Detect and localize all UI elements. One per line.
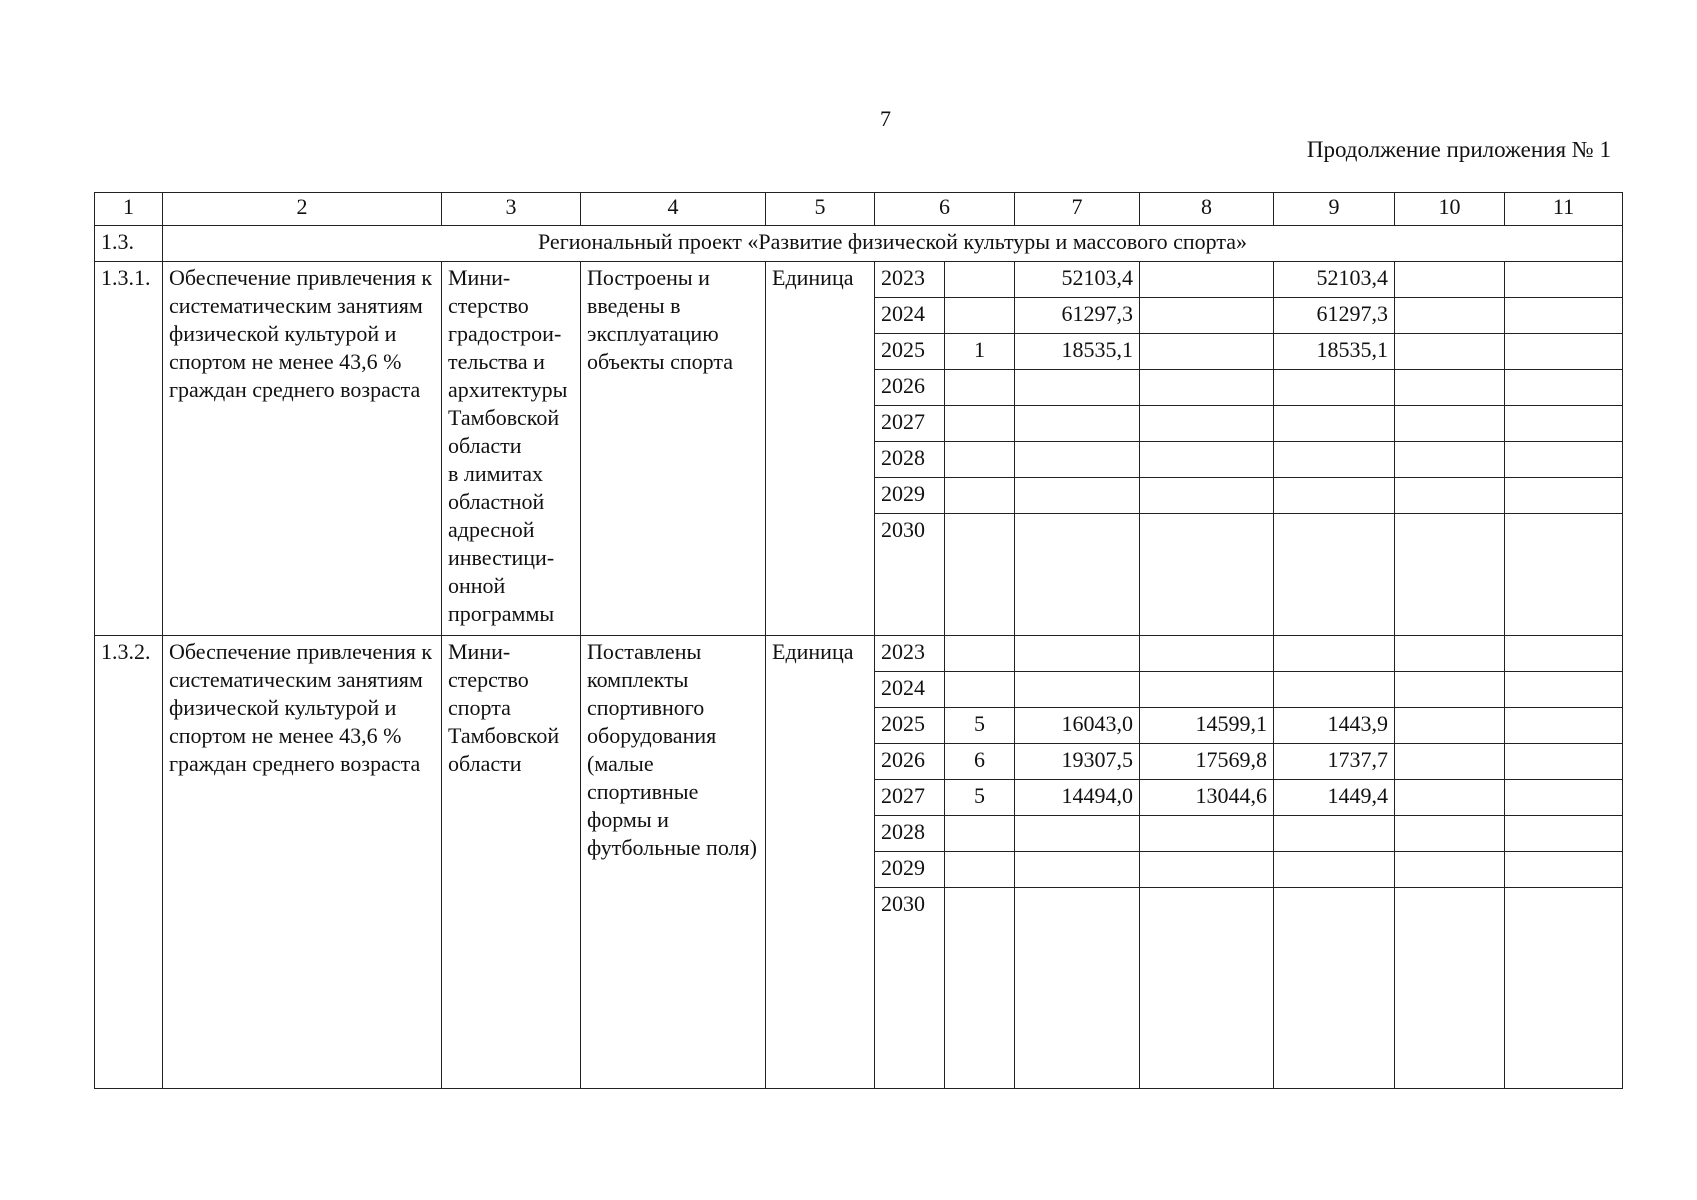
col10-cell — [1395, 672, 1505, 708]
column-header: 7 — [1015, 193, 1140, 226]
year-cell: 2029 — [875, 478, 945, 514]
federal-cell — [1140, 406, 1274, 442]
quantity-cell — [945, 298, 1015, 334]
item-name: Обеспечение привлечения к систематическим занятиям физической культурой и спортом не менее 43,6 % граждан среднего возраста — [163, 636, 442, 1089]
regional-cell — [1274, 478, 1395, 514]
year-cell: 2027 — [875, 406, 945, 442]
appendix-table — [94, 192, 1623, 1089]
col11-cell — [1505, 478, 1623, 514]
total-cell — [1015, 816, 1140, 852]
year-cell: 2027 — [875, 780, 945, 816]
year-row — [95, 262, 1623, 298]
col11-cell — [1505, 370, 1623, 406]
quantity-cell — [945, 478, 1015, 514]
year-cell: 2024 — [875, 298, 945, 334]
col10-cell — [1395, 262, 1505, 298]
col10-cell — [1395, 852, 1505, 888]
federal-cell — [1140, 672, 1274, 708]
year-cell: 2028 — [875, 816, 945, 852]
year-cell: 2025 — [875, 334, 945, 370]
section-number: 1.3. — [95, 226, 163, 262]
column-header: 5 — [766, 193, 875, 226]
section-row — [95, 226, 1623, 262]
col11-cell — [1505, 852, 1623, 888]
year-row — [95, 636, 1623, 672]
year-cell: 2026 — [875, 370, 945, 406]
federal-cell — [1140, 852, 1274, 888]
item-result: Построены и введены в эксплуатацию объекты спорта — [581, 262, 766, 636]
year-cell: 2028 — [875, 442, 945, 478]
col11-cell — [1505, 816, 1623, 852]
quantity-cell: 5 — [945, 780, 1015, 816]
quantity-cell — [945, 816, 1015, 852]
federal-cell — [1140, 334, 1274, 370]
col11-cell — [1505, 262, 1623, 298]
total-cell — [1015, 442, 1140, 478]
item-block-1 — [95, 262, 1623, 636]
item-unit: Единица — [766, 636, 875, 1089]
column-header: 2 — [163, 193, 442, 226]
item-number: 1.3.2. — [95, 636, 163, 1089]
column-header: 4 — [581, 193, 766, 226]
regional-cell — [1274, 888, 1395, 1089]
total-cell: 16043,0 — [1015, 708, 1140, 744]
col11-cell — [1505, 334, 1623, 370]
col11-cell — [1505, 636, 1623, 672]
col10-cell — [1395, 514, 1505, 636]
column-header: 6 — [875, 193, 1015, 226]
year-cell: 2029 — [875, 852, 945, 888]
col11-cell — [1505, 298, 1623, 334]
column-header: 9 — [1274, 193, 1395, 226]
total-cell — [1015, 370, 1140, 406]
column-header: 11 — [1505, 193, 1623, 226]
regional-cell — [1274, 442, 1395, 478]
col10-cell — [1395, 888, 1505, 1089]
total-cell — [1015, 406, 1140, 442]
federal-cell: 17569,8 — [1140, 744, 1274, 780]
regional-cell: 18535,1 — [1274, 334, 1395, 370]
total-cell: 52103,4 — [1015, 262, 1140, 298]
col10-cell — [1395, 298, 1505, 334]
federal-cell — [1140, 888, 1274, 1089]
year-cell: 2030 — [875, 888, 945, 1089]
regional-cell: 52103,4 — [1274, 262, 1395, 298]
col10-cell — [1395, 406, 1505, 442]
total-cell — [1015, 888, 1140, 1089]
year-cell: 2023 — [875, 636, 945, 672]
column-header: 8 — [1140, 193, 1274, 226]
federal-cell — [1140, 262, 1274, 298]
col10-cell — [1395, 816, 1505, 852]
regional-cell: 61297,3 — [1274, 298, 1395, 334]
total-cell — [1015, 514, 1140, 636]
total-cell: 14494,0 — [1015, 780, 1140, 816]
col10-cell — [1395, 442, 1505, 478]
federal-cell — [1140, 514, 1274, 636]
item-number: 1.3.1. — [95, 262, 163, 636]
col10-cell — [1395, 744, 1505, 780]
page-number: 7 — [880, 106, 891, 131]
quantity-cell — [945, 406, 1015, 442]
regional-cell — [1274, 672, 1395, 708]
federal-cell — [1140, 298, 1274, 334]
col10-cell — [1395, 708, 1505, 744]
total-cell — [1015, 672, 1140, 708]
federal-cell — [1140, 442, 1274, 478]
col10-cell — [1395, 478, 1505, 514]
year-cell: 2030 — [875, 514, 945, 636]
total-cell: 19307,5 — [1015, 744, 1140, 780]
federal-cell — [1140, 370, 1274, 406]
col10-cell — [1395, 370, 1505, 406]
regional-cell — [1274, 514, 1395, 636]
col11-cell — [1505, 708, 1623, 744]
column-header: 10 — [1395, 193, 1505, 226]
column-header: 3 — [442, 193, 581, 226]
quantity-cell — [945, 514, 1015, 636]
year-cell: 2025 — [875, 708, 945, 744]
regional-cell — [1274, 406, 1395, 442]
col10-cell — [1395, 334, 1505, 370]
regional-cell — [1274, 370, 1395, 406]
item-result: Поставлены комплекты спортивного оборудования (малые спортивные формы и футбольные поля) — [581, 636, 766, 1089]
regional-cell — [1274, 816, 1395, 852]
federal-cell: 14599,1 — [1140, 708, 1274, 744]
federal-cell — [1140, 478, 1274, 514]
year-cell: 2024 — [875, 672, 945, 708]
federal-cell: 13044,6 — [1140, 780, 1274, 816]
col11-cell — [1505, 442, 1623, 478]
federal-cell — [1140, 816, 1274, 852]
quantity-cell — [945, 852, 1015, 888]
quantity-cell — [945, 442, 1015, 478]
quantity-cell — [945, 370, 1015, 406]
year-cell: 2023 — [875, 262, 945, 298]
col11-cell — [1505, 888, 1623, 1089]
col11-cell — [1505, 780, 1623, 816]
quantity-cell — [945, 262, 1015, 298]
year-cell: 2026 — [875, 744, 945, 780]
quantity-cell — [945, 672, 1015, 708]
regional-cell — [1274, 636, 1395, 672]
item-block-2 — [95, 636, 1623, 1089]
continuation-label: Продолжение приложения № 1 — [1306, 137, 1611, 162]
col10-cell — [1395, 780, 1505, 816]
column-header: 1 — [95, 193, 163, 226]
regional-cell: 1737,7 — [1274, 744, 1395, 780]
quantity-cell: 5 — [945, 708, 1015, 744]
col11-cell — [1505, 406, 1623, 442]
federal-cell — [1140, 636, 1274, 672]
item-executor: Мини- стерство спорта Тамбовской области — [442, 636, 581, 1089]
item-executor: Мини- стерство градострои- тельства и архитектуры Тамбовской области в лимитах областной адресной инвестици- онной программы — [442, 262, 581, 636]
item-unit: Единица — [766, 262, 875, 636]
quantity-cell — [945, 636, 1015, 672]
total-cell — [1015, 852, 1140, 888]
column-number-row — [95, 193, 1623, 226]
regional-cell: 1443,9 — [1274, 708, 1395, 744]
regional-cell: 1449,4 — [1274, 780, 1395, 816]
total-cell: 61297,3 — [1015, 298, 1140, 334]
quantity-cell — [945, 888, 1015, 1089]
col11-cell — [1505, 514, 1623, 636]
total-cell — [1015, 478, 1140, 514]
col11-cell — [1505, 744, 1623, 780]
item-name: Обеспечение привлечения к систематическим занятиям физической культурой и спортом не менее 43,6 % граждан среднего возраста — [163, 262, 442, 636]
section-title: Региональный проект «Развитие физической культуры и массового спорта» — [163, 226, 1623, 262]
col10-cell — [1395, 636, 1505, 672]
regional-cell — [1274, 852, 1395, 888]
quantity-cell: 6 — [945, 744, 1015, 780]
quantity-cell: 1 — [945, 334, 1015, 370]
col11-cell — [1505, 672, 1623, 708]
total-cell — [1015, 636, 1140, 672]
total-cell: 18535,1 — [1015, 334, 1140, 370]
